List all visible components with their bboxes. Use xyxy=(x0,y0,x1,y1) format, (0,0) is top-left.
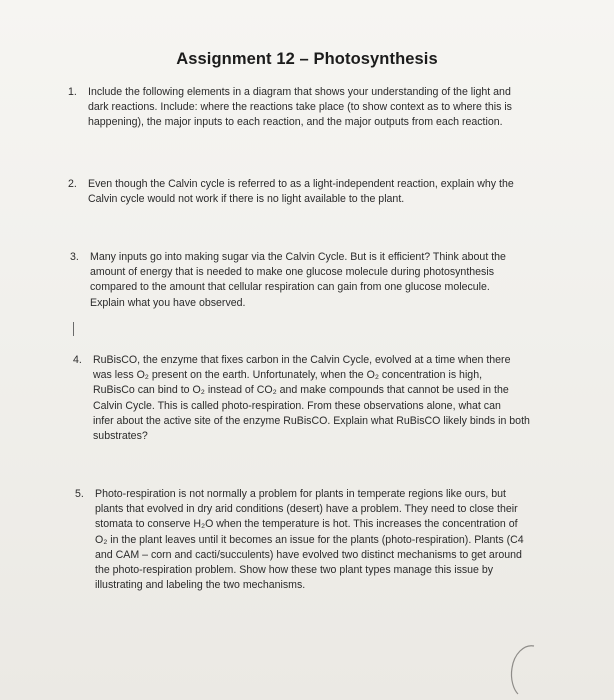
question-line: compared to the amount that cellular respiration can gain from one glucose molecule. xyxy=(90,281,490,294)
question-number: 3. xyxy=(70,251,79,263)
question-line: and CAM – corn and cacti/succulents) have evolved two distinct mechanisms to get around xyxy=(95,548,522,561)
question-line: stomata to conserve H₂O when the temperature is hot. This increases the concentration of xyxy=(95,518,518,531)
question-line: Explain what you have observed. xyxy=(90,296,246,309)
question-line: substrates? xyxy=(93,430,148,443)
question-5 xyxy=(75,487,535,593)
question-number: 5. xyxy=(75,488,84,500)
question-1 xyxy=(68,85,528,131)
question-line: illustrating and labeling the two mechanisms. xyxy=(95,579,306,592)
question-text xyxy=(93,353,533,444)
question-line: Include the following elements in a diagram that shows your understanding of the light and xyxy=(88,86,511,98)
question-line: Many inputs go into making sugar via the Calvin Cycle. But is it efficient? Think about the xyxy=(90,251,506,263)
question-number: 1. xyxy=(68,86,77,98)
question-line: dark reactions. Include: where the reactions take place (to show context as to where this is xyxy=(88,101,512,114)
question-line: infer about the active site of the enzyme RuBisCO. Explain what RuBisCO likely binds in both xyxy=(93,414,530,427)
question-text xyxy=(90,250,530,311)
question-text xyxy=(88,85,528,131)
question-3 xyxy=(70,250,530,311)
question-line: the photo-respiration problem. Show how these two plant types manage this issue by xyxy=(95,564,494,577)
question-number: 4. xyxy=(73,354,82,366)
question-line: Photo-respiration is not normally a problem for plants in temperate regions like ours, but xyxy=(95,488,507,500)
question-line: Even though the Calvin cycle is referred to as a light-independent reaction, explain why the xyxy=(88,178,514,190)
question-line: was less O₂ present on the earth. Unfortunately, when the O₂ concentration is high, xyxy=(93,369,483,382)
pencil-scribble xyxy=(500,640,540,695)
question-line: plants that evolved in dry arid conditions (desert) have a problem. They need to close their xyxy=(95,503,518,516)
question-line: O₂ in the plant leaves until it becomes an issue for the plants (photo-respiration). Plants (C4 xyxy=(95,533,524,546)
question-4 xyxy=(73,353,533,444)
question-line: Calvin cycle would not work if there is no light available to the plant. xyxy=(88,193,405,206)
pencil-mark xyxy=(73,322,74,336)
question-line: RuBisCo can bind to O₂ instead of CO₂ and make compounds that cannot be used in the xyxy=(93,384,509,397)
question-line: RuBisCO, the enzyme that fixes carbon in the Calvin Cycle, evolved at a time when there xyxy=(93,354,511,366)
page-title: Assignment 12 – Photosynthesis xyxy=(176,50,438,68)
question-line: happening), the major inputs to each reaction, and the major outputs from each reaction. xyxy=(88,116,503,129)
question-text xyxy=(95,487,535,593)
question-text xyxy=(88,177,528,207)
question-number: 2. xyxy=(68,178,77,190)
question-line: amount of energy that is needed to make one glucose molecule during photosynthesis xyxy=(90,266,494,279)
question-line: Calvin Cycle. This is called photo-respiration. From these observations alone, what can xyxy=(93,399,501,412)
question-2 xyxy=(68,177,528,207)
